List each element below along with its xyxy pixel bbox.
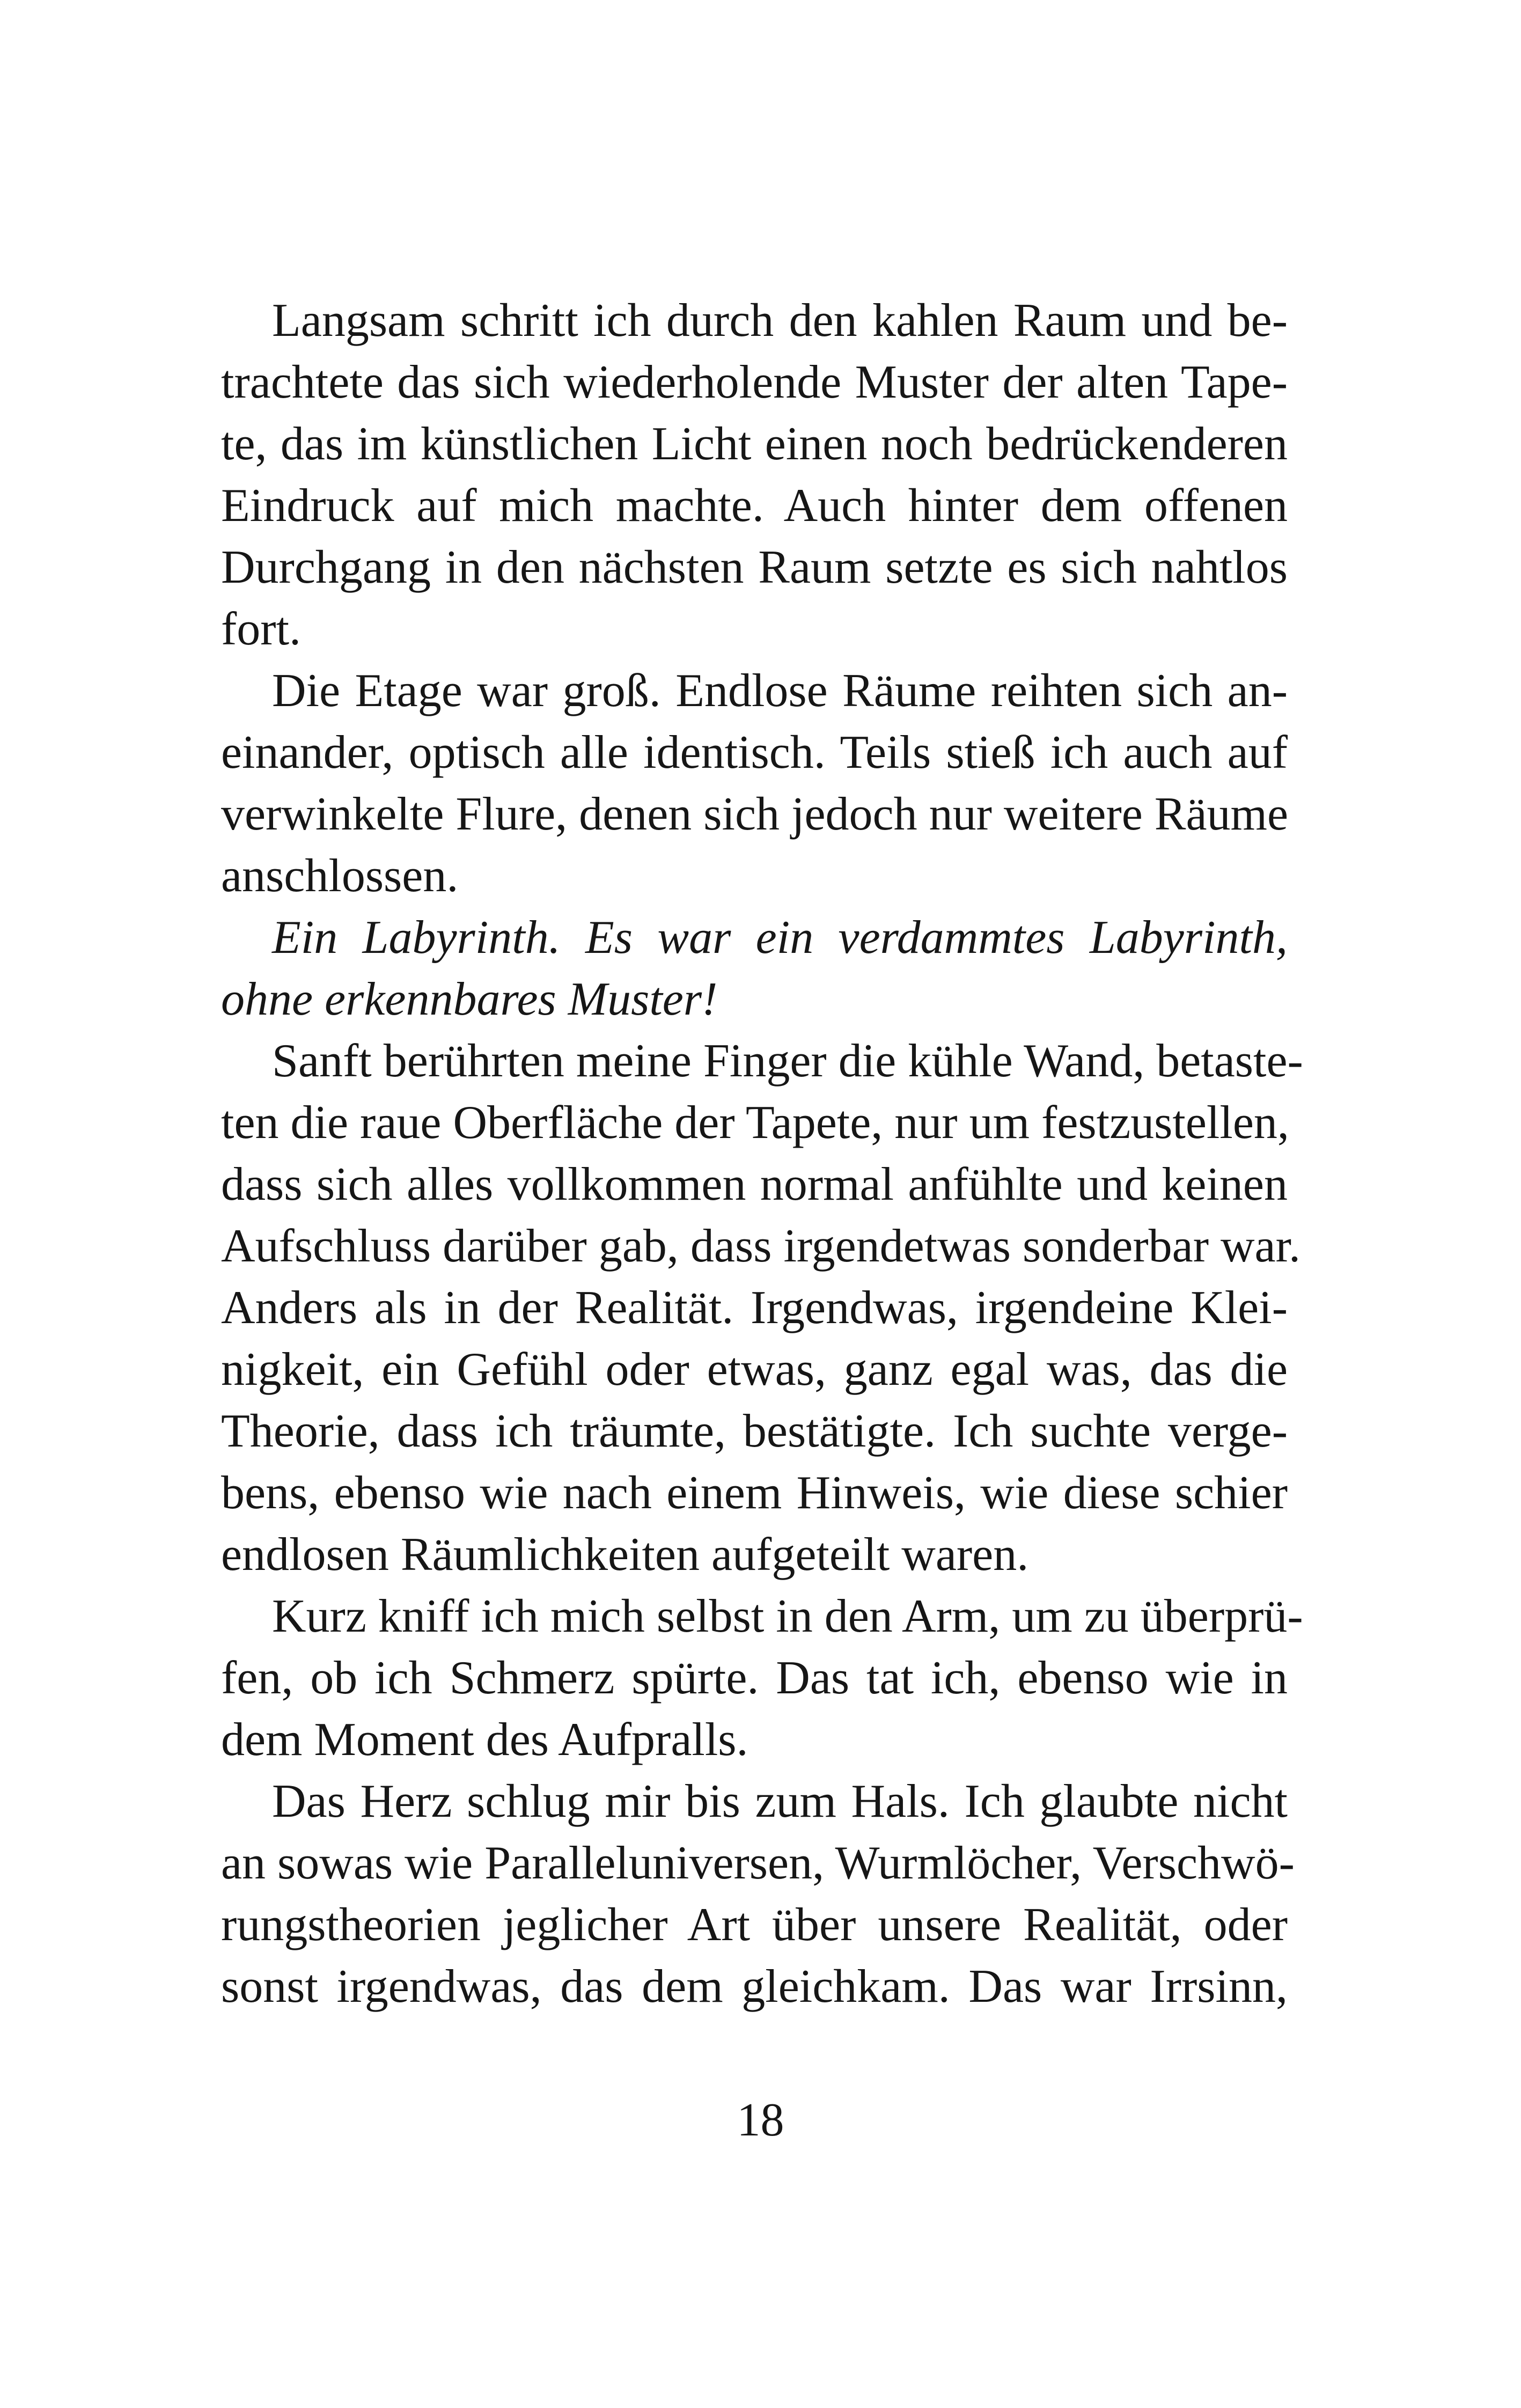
text-line: ohne erkennbares Muster!: [221, 973, 718, 1025]
paragraph: [221, 1030, 1303, 1585]
text-line: sonst irgendwas, das dem gleichkam. Das war Irrsinn,: [221, 1961, 1288, 2013]
body-text: [221, 290, 1303, 2017]
text-line: anschlossen.: [221, 850, 459, 902]
text-line: Das Herz schlug mir bis zum Hals. Ich glaubte nicht: [272, 1775, 1288, 1827]
text-line: ten die raue Oberfläche der Tapete, nur um festzustellen,: [221, 1097, 1289, 1149]
text-line: Langsam schritt ich durch den kahlen Raum und be-: [272, 295, 1288, 347]
paragraph: [221, 290, 1288, 660]
text-line: Eindruck auf mich machte. Auch hinter dem offenen: [221, 480, 1288, 532]
text-line: Ein Labyrinth. Es war ein verdammtes Labyrinth,: [272, 912, 1288, 964]
page-number: 18: [737, 2094, 784, 2146]
text-line: Kurz kniff ich mich selbst in den Arm, um zu überprü-: [272, 1590, 1303, 1642]
text-line: Theorie, dass ich träumte, bestätigte. Ich suchte verge-: [221, 1405, 1288, 1457]
text-line: bens, ebenso wie nach einem Hinweis, wie diese schier: [221, 1467, 1288, 1519]
text-line: trachtete das sich wiederholende Muster der alten Tape-: [221, 356, 1288, 408]
text-line: endlosen Räumlichkeiten aufgeteilt waren.: [221, 1529, 1029, 1581]
text-line: verwinkelte Flure, denen sich jedoch nur weitere Räume: [221, 788, 1289, 840]
text-line: fen, ob ich Schmerz spürte. Das tat ich, ebenso wie in: [221, 1652, 1288, 1704]
text-line: nigkeit, ein Gefühl oder etwas, ganz egal was, das die: [221, 1344, 1288, 1396]
text-line: dass sich alles vollkommen normal anfühlte und keinen: [221, 1158, 1288, 1210]
text-line: te, das im künstlichen Licht einen noch bedrückenderen: [221, 418, 1288, 470]
text-line: rungstheorien jeglicher Art über unsere Realität, oder: [221, 1899, 1288, 1951]
paragraph: [221, 1585, 1303, 1771]
text-line: fort.: [221, 603, 302, 655]
text-line: an sowas wie Paralleluniversen, Wurmlöcher, Verschwö-: [221, 1837, 1295, 1889]
paragraph: [221, 907, 1288, 1030]
paragraph: [221, 660, 1288, 907]
text-line: Die Etage war groß. Endlose Räume reihten sich an-: [272, 665, 1288, 717]
text-line: einander, optisch alle identisch. Teils stieß ich auch auf: [221, 726, 1288, 779]
text-line: dem Moment des Aufpralls.: [221, 1714, 748, 1766]
text-line: Durchgang in den nächsten Raum setzte es sich nahtlos: [221, 541, 1288, 593]
paragraph: [221, 1771, 1295, 2017]
text-line: Aufschluss darüber gab, dass irgendetwas sonderbar war.: [221, 1220, 1301, 1272]
text-line: Anders als in der Realität. Irgendwas, irgendeine Klei-: [221, 1282, 1288, 1334]
text-line: Sanft berührten meine Finger die kühle Wand, betaste-: [272, 1035, 1303, 1087]
